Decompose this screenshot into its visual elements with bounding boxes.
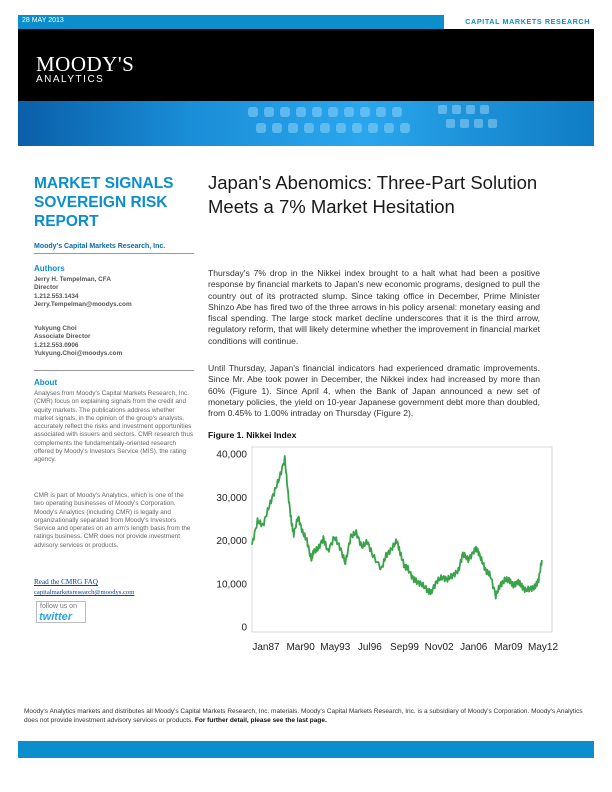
x-tick-label: Jan87: [252, 642, 280, 653]
article-paragraph-2: Until Thursday, Japan's financial indicators had experienced dramatic improvements. Since Mr. Abe took power in December, the Nikkei index had increased by more than 60% (Figure 1). Since April 4, when the Bank of Japan announced a new set of monetary policies, the yield on 10-year Japanese government debt more than doubled, from 0.45% to 1.00% intraday on Thursday (Figure 2).: [208, 363, 540, 419]
nikkei-line-chart: [208, 442, 558, 660]
author-phone: 1.212.553.0906: [34, 341, 79, 349]
nikkei-series-line: [252, 456, 542, 599]
y-tick-label: 10,000: [216, 579, 247, 591]
x-tick-label: Sep99: [390, 642, 419, 653]
faq-link[interactable]: Read the CMRG FAQ: [34, 578, 98, 586]
divider: [34, 253, 194, 254]
x-tick-label: Nov02: [424, 642, 454, 653]
x-tick-label: Mar09: [494, 642, 523, 653]
author-email: Yukyung.Choi@moodys.com: [34, 349, 123, 357]
organization-name: Moody's Capital Markets Research, Inc.: [34, 243, 166, 250]
author-phone: 1.212.553.1434: [34, 292, 79, 300]
see-last-page-note: For further detail, please see the last page.: [194, 716, 327, 724]
section-label-box: [444, 15, 594, 29]
disclaimer: [24, 708, 584, 725]
article-title: Japan's Abenomics: Three-Part Solution Meets a 7% Market Hesitation: [208, 172, 538, 217]
author-block-2: [34, 325, 194, 358]
x-axis: [252, 642, 558, 653]
author-role: Director: [34, 284, 59, 292]
follow-label: follow us on: [40, 603, 77, 610]
author-email: Jerry.Tempelman@moodys.com: [34, 300, 132, 308]
about-paragraph-2: CMR is part of Moody's Analytics, which is one of the two operating businesses of Moody's Corporation. Moody's Analytics (including CMR) is legally and organizationally separated from Moody's Investors Service and operates on an arm's length basis from the ratings business. CMR does not provide investment advisory services or products.: [34, 492, 191, 549]
author-block-1: [34, 276, 194, 309]
x-tick-label: May12: [527, 642, 558, 653]
disclaimer-text: Moody's Analytics markets and distributes all Moody's Capital Markets Research, Inc. materials. Moody's Capital Markets Research, Inc. is a subsidiary of Moody's Corporation. Moody's Analytics does not provide investment advisory services or products.: [24, 708, 583, 724]
authors-heading: Authors: [34, 264, 65, 273]
about-paragraph-1: Analyses from Moody's Capital Markets Research, Inc. (CMR) focus on explaining signals from the credit and equity markets. The publications address whether market signals, in the opinion of the group's analysts, accurately reflect the risks and investment opportunities associated with issuers and sectors. CMR research thus complements the fundamentally-oriented research offered by Moody's Investors Service (MIS), the rating agency.: [34, 390, 194, 464]
banner-pattern: [18, 101, 594, 146]
report-series-title: MARKET SIGNALS SOVEREIGN RISK REPORT: [34, 175, 174, 230]
divider: [34, 370, 194, 371]
article-paragraph-1: Thursday's 7% drop in the Nikkei index brought to a halt what had been a positive response by financial markets to Japan's new economic programs, designed to pull the country out of its protracted slump. Since taking office in December, Prime Minister Shinzo Abe has fired two of the three arrows in his policy arsenal: monetary easing and fiscal spending. The large stock market decline underscores that it is the third arrow, regulatory reform, that will likely determine whether the improvement in financial market conditions will continue.: [208, 268, 540, 346]
about-heading: About: [34, 378, 58, 387]
analytics-logo: ANALYTICS: [36, 74, 105, 85]
twitter-follow-button[interactable]: [36, 601, 86, 623]
y-tick-label: 0: [241, 622, 247, 634]
figure-title: Figure 1. Nikkei Index: [208, 430, 297, 440]
y-tick-label: 30,000: [216, 492, 247, 504]
x-tick-label: Jan06: [460, 642, 488, 653]
twitter-icon: twitter: [39, 611, 72, 623]
plot-frame: [252, 447, 552, 632]
decorative-banner: [18, 101, 594, 146]
author-name: Yukyung Choi: [34, 325, 77, 332]
author-role: Associate Director: [34, 333, 91, 341]
y-tick-label: 20,000: [216, 536, 247, 547]
x-tick-label: May93: [320, 642, 351, 653]
moodys-logo: MOODY'S: [36, 52, 135, 76]
x-tick-label: Mar90: [286, 642, 315, 653]
report-date: 28 MAY 2013: [22, 17, 64, 24]
x-tick-label: Jul96: [357, 642, 382, 653]
top-bar: [18, 15, 594, 29]
section-label: CAPITAL MARKETS RESEARCH: [465, 17, 590, 26]
email-link[interactable]: capitalmarketsresearch@moodys.com: [34, 589, 135, 596]
y-tick-label: 40,000: [216, 449, 247, 461]
y-axis: [216, 450, 247, 634]
author-name: Jerry H. Tempelman, CFA: [34, 276, 111, 283]
footer-bar: [18, 741, 594, 758]
